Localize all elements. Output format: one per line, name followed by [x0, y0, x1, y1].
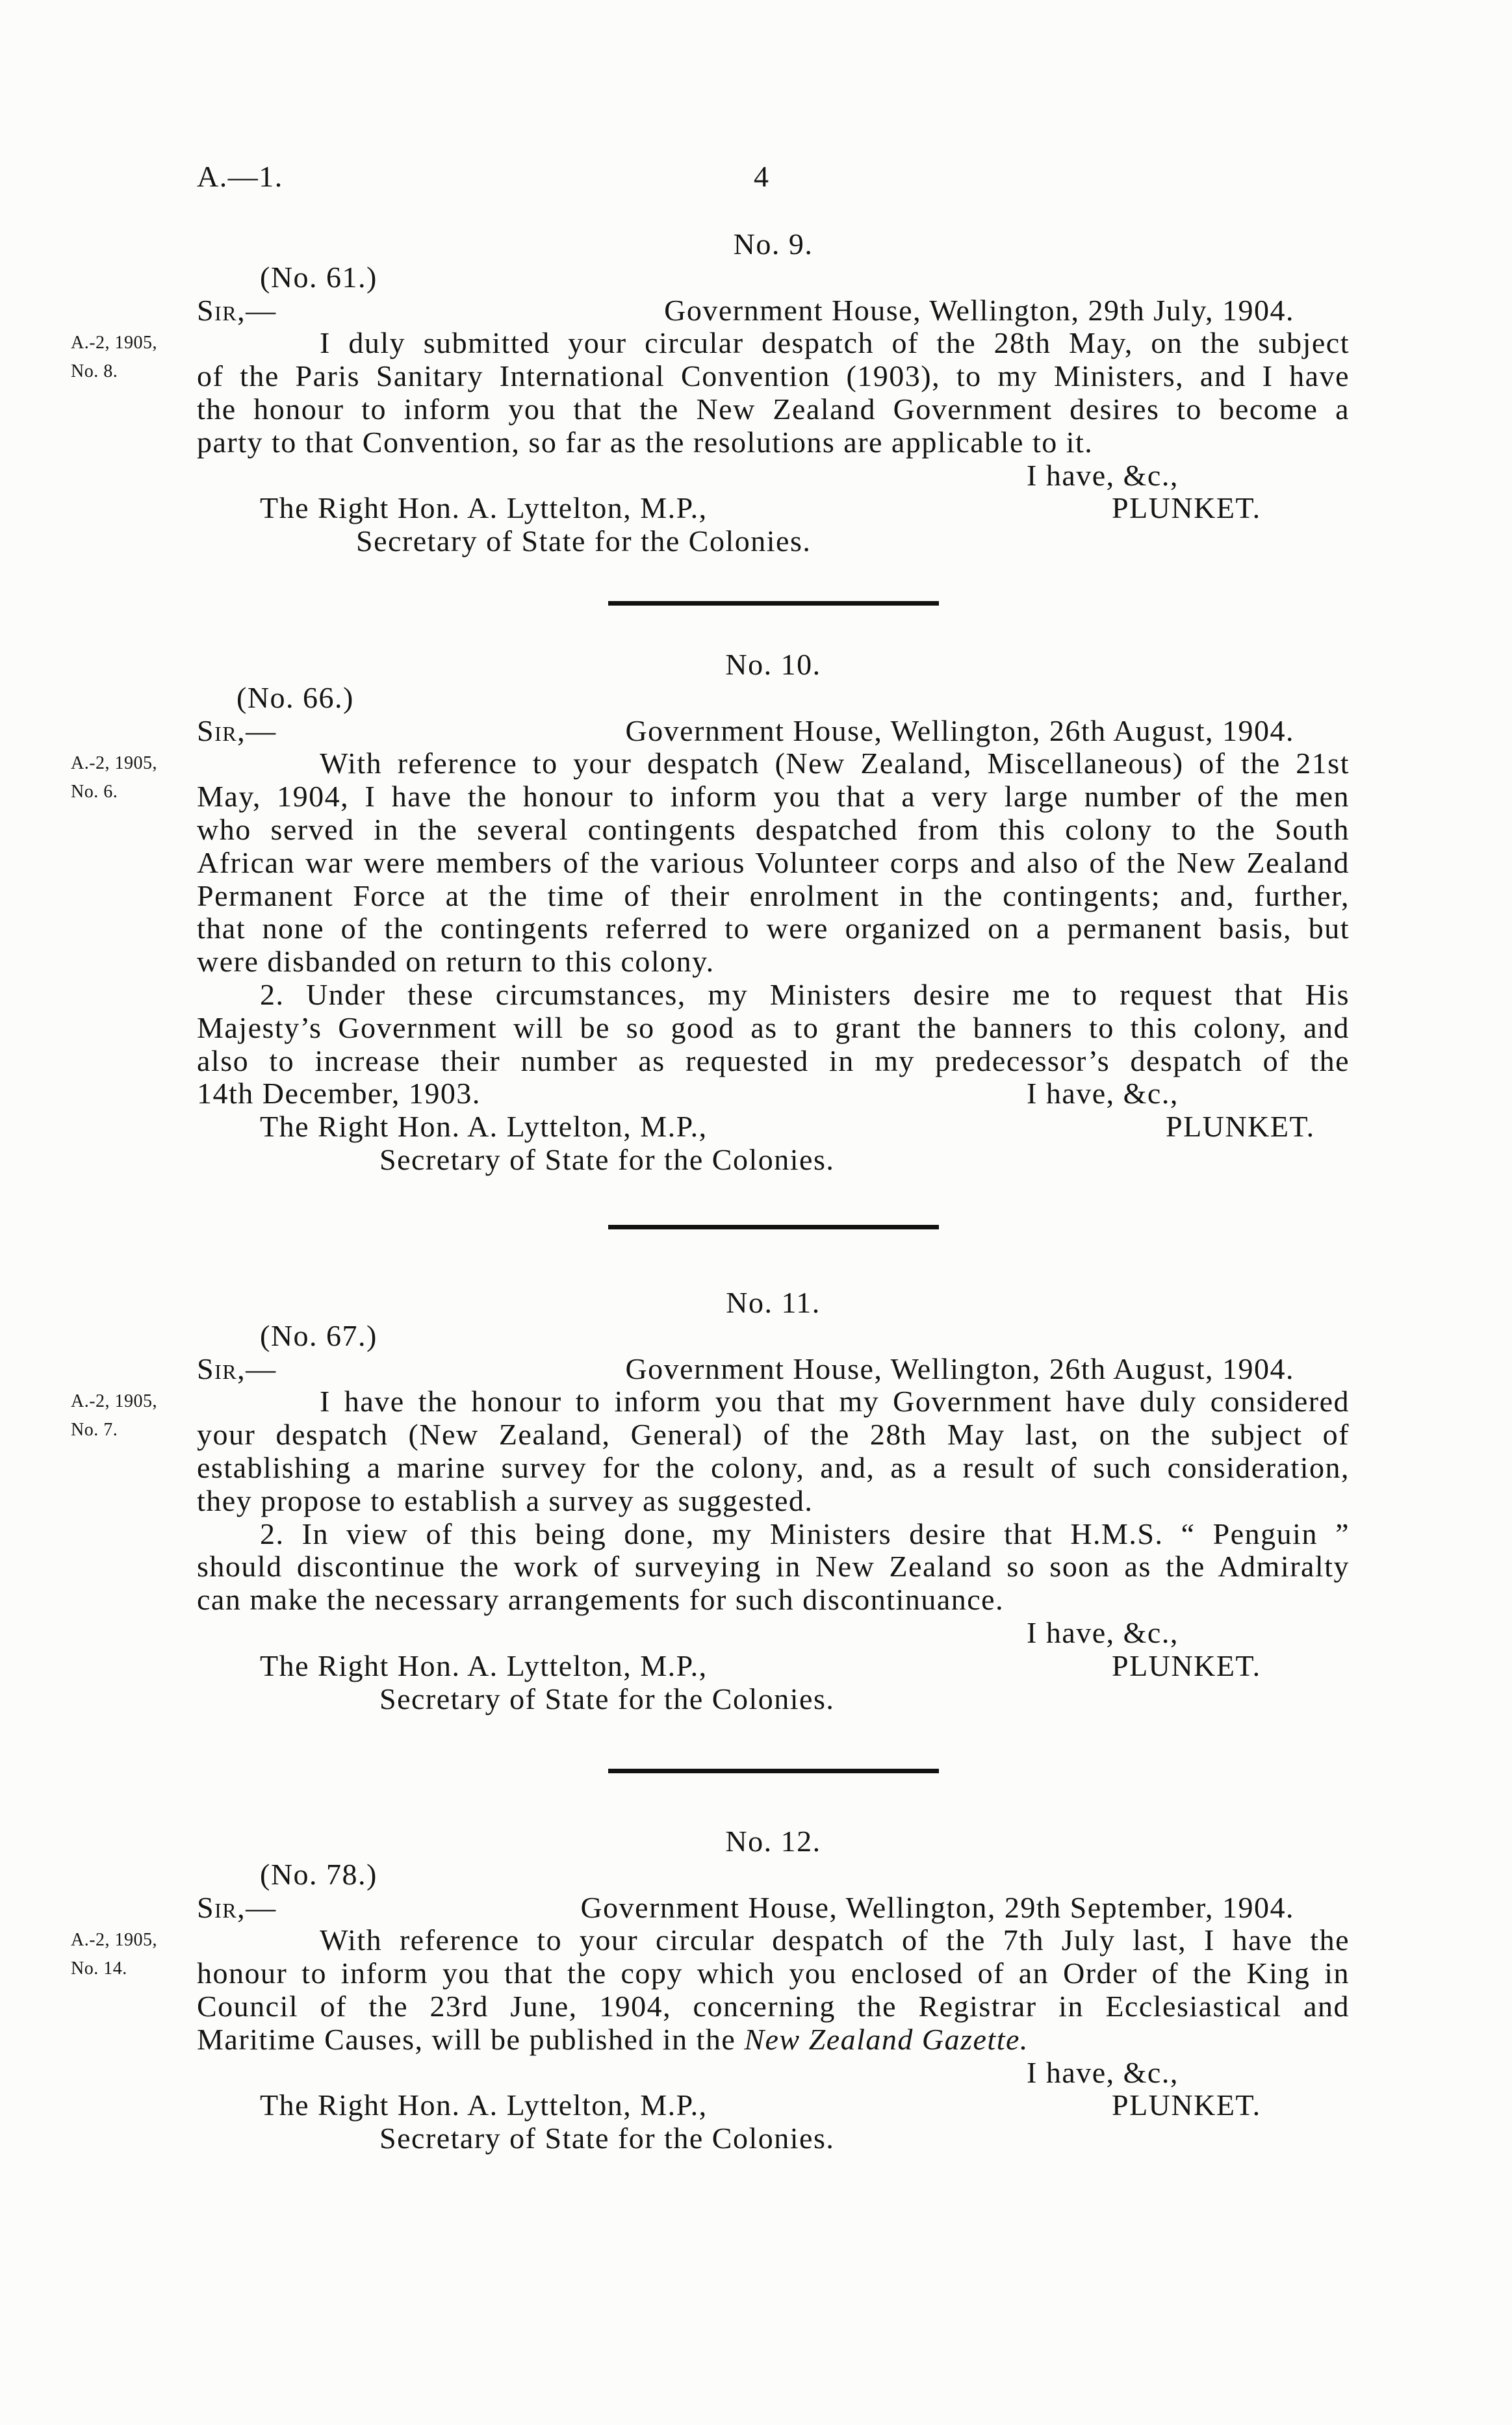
margin-reference-line: No. 7. [71, 1420, 118, 1441]
despatch-no-9 [71, 227, 1350, 558]
paragraph-text: Permanent Force at the time of their enrolment in the contingents; and, further, [197, 879, 1350, 912]
body-line [197, 393, 1350, 426]
paper-reference: A.—1. [197, 160, 283, 193]
despatch-reference: (No. 67.) [260, 1318, 378, 1352]
salutation-row [197, 715, 1350, 748]
paragraph-text: can make the necessary arrangements for such discontinuance. [197, 1583, 1005, 1617]
paragraph-text: also to increase their number as requested in my predecessor’s despatch of the [197, 1044, 1350, 1077]
body-line [197, 979, 1350, 1012]
italic-title: New Zealand Gazette. [744, 2022, 1029, 2056]
running-head [197, 160, 1350, 193]
body-line [197, 780, 1350, 814]
margin-reference-line: A.-2, 1905, [71, 333, 158, 353]
despatch-number-row [197, 1825, 1350, 1858]
paragraph-text: establishing a marine survey for the colony, and, as a result of such consideration, [197, 1450, 1350, 1484]
margin-reference [71, 329, 157, 386]
body-line [197, 426, 1350, 459]
signature: PLUNKET. [1166, 1110, 1315, 1144]
body-line [197, 1418, 1350, 1452]
despatch-no-10 [71, 648, 1350, 1177]
paragraph-text: 2. Under these circumstances, my Ministers desire me to request that His [260, 977, 1350, 1011]
salutation-row [197, 1353, 1350, 1386]
despatch-number: No. 10. [725, 648, 821, 681]
paragraph-text: May, 1904, I have the honour to inform you that a very large number of the men [197, 780, 1350, 814]
despatch-number: No. 9. [733, 227, 814, 261]
body-line [197, 912, 1350, 945]
paragraph-text: your despatch (New Zealand, General) of the 28th May last, on the subject of [197, 1418, 1350, 1452]
paragraph-text: 2. In view of this being done, my Ministers desire that H.M.S. “ Penguin ” [260, 1517, 1350, 1550]
body-line [197, 847, 1350, 880]
margin-reference-line: No. 6. [71, 782, 118, 802]
body-line [197, 747, 1350, 780]
salutation: Sir,— [197, 1352, 277, 1385]
body-line [197, 1924, 1350, 1957]
paragraph-text: of the Paris Sanitary International Convention (1903), to my Ministers, and I have [197, 359, 1350, 393]
sender-address: Government House, Wellington, 26th August, 1904. [625, 713, 1294, 747]
addressee-row [197, 1110, 1350, 1144]
reference-row [197, 1858, 1350, 1892]
addressee-office-row [197, 1144, 1350, 1177]
section-divider-rule [608, 601, 939, 606]
body-line [197, 1452, 1350, 1485]
despatch-no-11 [71, 1286, 1350, 1715]
body-line [197, 1584, 1350, 1617]
reference-row [197, 261, 1350, 294]
signature: PLUNKET. [1112, 491, 1261, 525]
paragraph-text: party to that Convention, so far as the resolutions are applicable to it. [197, 425, 1094, 459]
paragraph-text: should discontinue the work of surveying in New Zealand so soon as the Admiralty [197, 1550, 1350, 1584]
addressee-office: Secretary of State for the Colonies. [356, 524, 812, 558]
body-line [197, 1385, 1350, 1418]
paragraph-text: that none of the contingents referred to were organized on a permanent basis, but [197, 912, 1350, 945]
margin-reference-line: No. 8. [71, 361, 118, 382]
despatch-reference: (No. 78.) [260, 1857, 378, 1891]
body-line [197, 1518, 1350, 1551]
addressee-row [197, 492, 1350, 525]
text-segment: Maritime Causes, will be published in the [197, 2022, 745, 2056]
body-line [197, 880, 1350, 913]
body-line [197, 1485, 1350, 1518]
despatch-number-row [197, 228, 1350, 261]
paragraph-text: Council of the 23rd June, 1904, concerning the Registrar in Ecclesiastical and [197, 1989, 1350, 2023]
body-line [197, 1990, 1350, 2023]
addressee: The Right Hon. A. Lyttelton, M.P., [260, 2088, 708, 2122]
despatch-number-row [197, 648, 1350, 682]
addressee-office-row [197, 525, 1350, 558]
closing: I have, &c., [1027, 2055, 1179, 2089]
body-line [197, 1077, 1350, 1110]
despatch-no-12 [71, 1825, 1350, 2155]
body-line [197, 1012, 1350, 1045]
body-line [197, 1045, 1350, 1078]
body-line [197, 327, 1350, 360]
body-line [197, 2023, 1350, 2057]
margin-reference [71, 1926, 157, 1983]
body-line [197, 1957, 1350, 1990]
reference-row [197, 682, 1350, 715]
paragraph-text [197, 2023, 1350, 2057]
paragraph-text: 14th December, 1903. [197, 1077, 481, 1110]
addressee-office: Secretary of State for the Colonies. [379, 1682, 835, 1715]
margin-reference-line: A.-2, 1905, [71, 753, 158, 774]
signature: PLUNKET. [1112, 2088, 1261, 2122]
reference-row [197, 1320, 1350, 1353]
closing-row [197, 2057, 1350, 2090]
salutation: Sir,— [197, 293, 277, 327]
addressee-row [197, 1650, 1350, 1683]
addressee-row [197, 2089, 1350, 2122]
section-divider-rule [608, 1769, 939, 1773]
paragraph-text: With reference to your despatch (New Zealand, Miscellaneous) of the 21st [320, 747, 1350, 780]
paragraph-text: I duly submitted your circular despatch of the 28th May, on the subject [320, 326, 1350, 360]
paragraph-text: honour to inform you that the copy which you enclosed of an Order of the King in [197, 1957, 1350, 1990]
despatch-reference: (No. 66.) [237, 680, 354, 714]
paragraph-text: I have the honour to inform you that my Government have duly considered [320, 1385, 1350, 1418]
salutation: Sir,— [197, 713, 277, 747]
margin-reference-line: A.-2, 1905, [71, 1391, 158, 1412]
signature: PLUNKET. [1112, 1649, 1261, 1682]
despatch-number: No. 11. [726, 1286, 821, 1319]
paragraph-text: the honour to inform you that the New Zealand Government desires to become a [197, 392, 1350, 426]
despatch-number: No. 12. [725, 1825, 821, 1858]
section-divider-rule [608, 1225, 939, 1229]
addressee: The Right Hon. A. Lyttelton, M.P., [260, 491, 708, 525]
closing: I have, &c., [1027, 1077, 1179, 1110]
page-number: 4 [754, 160, 770, 193]
margin-reference [71, 1387, 157, 1444]
margin-reference [71, 749, 157, 806]
paragraph-text: were disbanded on return to this colony. [197, 945, 715, 979]
sender-address: Government House, Wellington, 26th August, 1904. [625, 1352, 1294, 1385]
body-line [197, 945, 1350, 979]
sender-address: Government House, Wellington, 29th September, 1904. [580, 1890, 1294, 1924]
addressee: The Right Hon. A. Lyttelton, M.P., [260, 1649, 708, 1682]
salutation: Sir,— [197, 1890, 277, 1924]
closing-row [197, 1617, 1350, 1650]
paragraph-text: With reference to your circular despatch of the 7th July last, I have the [320, 1923, 1350, 1957]
addressee-office: Secretary of State for the Colonies. [379, 1142, 835, 1176]
body-line [197, 1550, 1350, 1584]
addressee-office-row [197, 2122, 1350, 2155]
closing-row [197, 459, 1350, 493]
addressee: The Right Hon. A. Lyttelton, M.P., [260, 1110, 708, 1144]
salutation-row [197, 294, 1350, 327]
closing: I have, &c., [1027, 1615, 1179, 1649]
addressee-office-row [197, 1683, 1350, 1716]
paragraph-text: Majesty’s Government will be so good as to grant the banners to this colony, and [197, 1010, 1350, 1044]
paragraph-text: they propose to establish a survey as suggested. [197, 1483, 814, 1517]
salutation-row [197, 1892, 1350, 1925]
body-line [197, 360, 1350, 393]
paragraph-text: who served in the several contingents despatched from this colony to the South [197, 812, 1350, 846]
sender-address: Government House, Wellington, 29th July, 1904. [664, 293, 1294, 327]
margin-reference-line: A.-2, 1905, [71, 1930, 158, 1951]
despatch-number-row [197, 1287, 1350, 1320]
body-line [197, 814, 1350, 847]
margin-reference-line: No. 14. [71, 1958, 127, 1979]
addressee-office: Secretary of State for the Colonies. [379, 2122, 835, 2155]
paragraph-text: African war were members of the various Volunteer corps and also of the New Zealand [197, 845, 1350, 879]
despatch-reference: (No. 61.) [260, 260, 378, 294]
closing: I have, &c., [1027, 458, 1179, 492]
